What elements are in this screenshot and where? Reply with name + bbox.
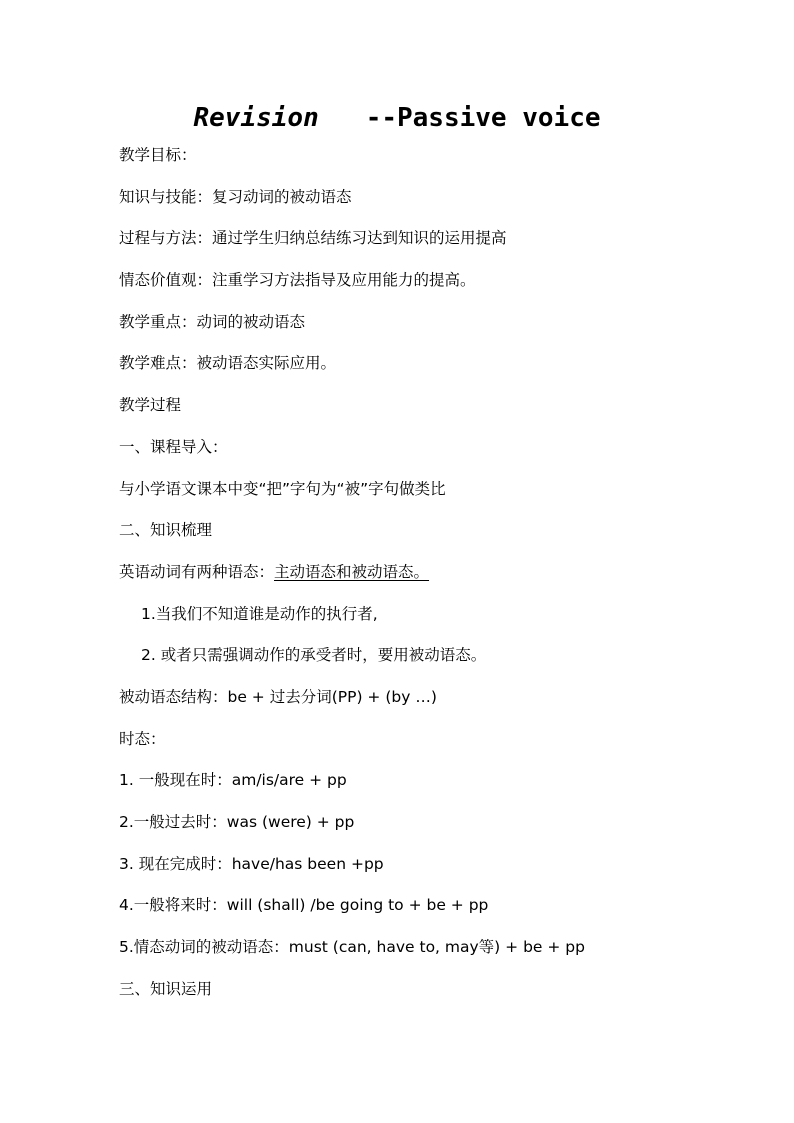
teaching-objectives-heading: 教学目标：	[119, 146, 197, 164]
tenses-heading: 时态：	[119, 729, 166, 748]
teaching-process-heading: 教学过程	[119, 396, 182, 415]
title-passive-voice: --Passive voice	[318, 103, 601, 133]
teaching-focus-line: 教学重点：动词的被动语态	[119, 312, 306, 331]
tense-item-4: 4.一般将来时：will (shall) /be going to + be + pp	[119, 896, 489, 915]
usage-item-1: 1.当我们不知道谁是动作的执行者,	[141, 604, 378, 623]
structure-line: 被动语态结构：be + 过去分词(PP) + (by …)	[119, 687, 437, 706]
tense-item-3: 3. 现在完成时：have/has been +pp	[119, 854, 384, 873]
process-methods-line: 过程与方法：通过学生归纳总结练习达到知识的运用提高	[119, 229, 507, 248]
teaching-difficulty-line: 教学难点：被动语态实际应用。	[119, 354, 337, 373]
document-body	[119, 145, 759, 1020]
usage-item-2: 2. 或者只需强调动作的承受者时，要用被动语态。	[141, 646, 487, 665]
document-title	[0, 100, 794, 136]
analogy-line: 与小学语文课本中变“把”字句为“被”字句做类比	[119, 479, 446, 498]
voices-line	[119, 562, 759, 582]
voices-underlined: 主动语态和被动语态。	[274, 562, 430, 581]
tense-item-5: 5.情态动词的被动语态：must (can, have to, may等) + be + pp	[119, 938, 585, 957]
emotional-values-line: 情态价值观：注重学习方法指导及应用能力的提高。	[119, 271, 476, 290]
tense-item-2: 2.一般过去时：was (were) + pp	[119, 813, 355, 831]
section-one-heading: 一、课程导入：	[119, 437, 228, 456]
title-revision: Revision	[193, 103, 319, 133]
tense-item-1: 1. 一般现在时：am/is/are + pp	[119, 771, 347, 790]
voices-prefix: 英语动词有两种语态：	[119, 562, 275, 581]
section-three-heading: 三、知识运用	[119, 979, 213, 998]
knowledge-skills-line: 知识与技能：复习动词的被动语态	[119, 187, 352, 206]
section-two-heading: 二、知识梳理	[119, 521, 213, 540]
